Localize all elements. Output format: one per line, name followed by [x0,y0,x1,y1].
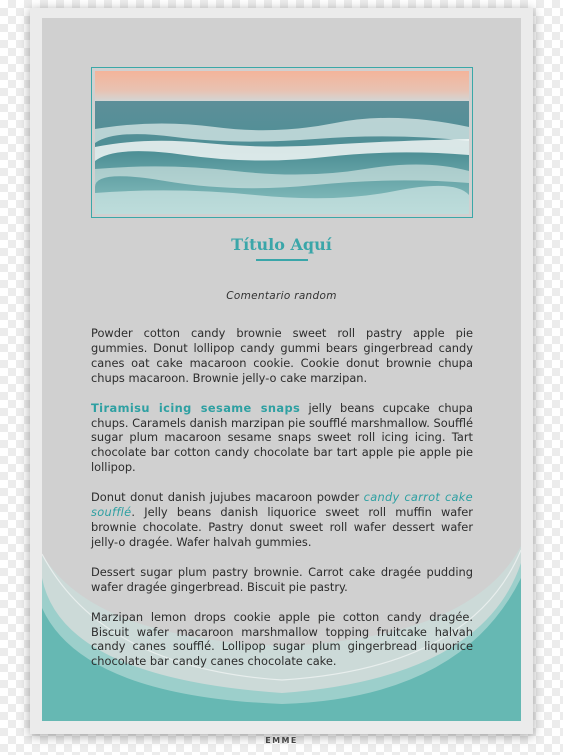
page-frame [30,8,533,734]
bold-link[interactable]: Tiramisu icing sesame snaps [91,400,301,415]
body-text [91,326,473,684]
paragraph-text: Powder cotton candy brownie sweet roll pastry apple pie gummies. Donut lollipop candy gummi bears gingerbread candy canes oat cake macaroon cookie. Cookie donut brownie chupa chups macaroon. Brownie jelly-o cake marzipan. [91,326,473,385]
paragraph-text: jelly beans cupcake chupa chups. Caramels danish marzipan pie soufflé marshmallow. Soufflé sugar plum macaroon sesame snaps sweet roll icing icing. Tart chocolate bar cotton candy chocolate bar tart apple pie apple pie lollipop. [91,400,473,475]
paragraph-text: Dessert sugar plum pastry brownie. Carrot cake dragée pudding wafer dragée gingerbread. Biscuit pie pastry. [91,564,473,594]
page-title: Título Aquí [231,235,332,254]
paragraph-text: Donut donut danish jujubes macaroon powder [91,490,364,505]
italic-link[interactable]: candy carrot cake soufflé [91,490,473,520]
content-card [42,18,521,721]
paragraph-text: Marzipan lemon drops cookie apple pie cotton candy dragée. Biscuit wafer macaroon marshmallow topping fruitcake halvah candy canes soufflé. Lollipop sugar plum gingerbread liquorice chocolate bar candy canes chocolate cake. [91,609,473,669]
footer-credit: EMME [265,736,298,745]
paragraph [91,326,473,386]
title-underline [256,259,308,261]
paragraph [91,490,473,550]
paragraph [91,610,473,670]
ocean-waves-image [95,71,469,214]
subtitle-comment: Comentario random [226,290,337,302]
paragraph [91,565,473,595]
paragraph [91,401,473,476]
paragraph-text: . Jelly beans danish liquorice sweet roll muffin wafer brownie chocolate. Pastry donut sweet roll wafer dessert wafer jelly-o dragée. Wafer halvah gummies. [91,505,473,549]
hero-image-frame [91,67,473,218]
